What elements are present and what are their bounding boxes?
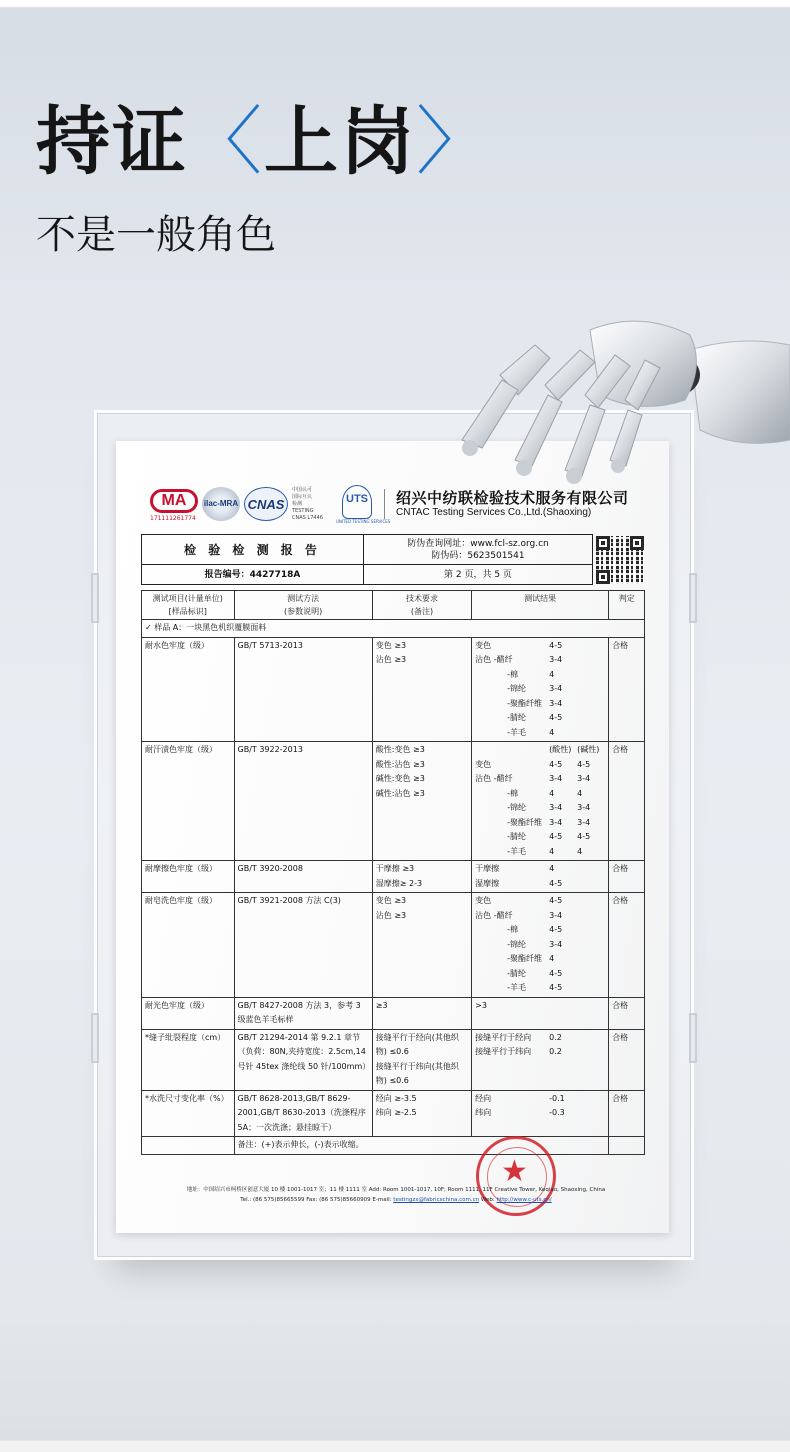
requirement-line: 酸性:变色 ≥3 [375,745,425,754]
footer-contact: Tel.: (86 575)85665599 Fax: (86 575)85660909 E-mail: testingzx@fabricschina.com.cn Web: http://www.c-uts.cn/ [240,1197,552,1203]
uts-logo: UTS [342,485,372,519]
result-value [577,639,605,654]
cell-judge: 合格 [609,1090,645,1137]
headline-bracket-left: 〈 [188,99,264,185]
frame-clip-right-lower [689,1013,697,1063]
result-value: (碱性) [577,745,600,754]
result-value: -腈纶 [507,832,527,841]
cell-result [472,861,609,893]
table-row [142,742,645,861]
result-value [577,1106,605,1121]
result-value: 变色 [475,759,492,769]
cell-method: GB/T 3922-2013 [234,742,372,861]
cell-requirement [372,637,471,742]
sample-row: ✓ 样品 A：一块黑色机织覆膜面料 [142,620,645,638]
result-value: 4-5 [549,713,563,722]
result-line [475,1045,605,1060]
verify-url: 防伪查询网址：www.fcl-sz.org.cn [407,538,549,549]
result-line [475,697,605,712]
result-line [475,923,605,938]
result-value: -聚酯纤维 [507,698,543,708]
result-value: 4 [549,727,555,737]
result-value: 4-5 [549,925,563,934]
result-value: 湿摩擦 [475,878,500,888]
cell-requirement [372,861,471,893]
requirement-line: 接缝平行于纬向(其他织物) ≤0.6 [375,1061,459,1085]
cell-requirement [372,1090,471,1137]
result-line [475,682,605,697]
result-value [577,999,605,1014]
result-value [577,1045,605,1060]
result-value: 变色 [475,896,492,905]
result-line [475,758,605,773]
result-value: 4 [549,846,555,856]
report-number: 报告编号：4427718A [142,565,364,585]
result-line [475,862,605,877]
col-item: 测试项目(计量单位) [样品标识] [142,591,235,620]
result-value [577,981,605,996]
cell-method: GB/T 8427-2008 方法 3，参考 3 级蓝色羊毛标样 [234,997,372,1029]
result-value: 4-5 [549,640,563,650]
result-value: 4-5 [549,983,563,992]
cell-method: GB/T 21294-2014 第 9.2.1 章节（负荷：80N,夹持宽度：2.5cm,14 号针 45tex 涤纶线 50 针/100mm） [234,1029,372,1090]
cell-item: *水洗尺寸变化率（%） [142,1090,235,1137]
result-value: 4 [549,864,555,873]
result-value: 3-4 [549,698,563,708]
result-line [475,653,605,668]
qr-finder-bl [596,570,610,584]
requirement-line: 变色 ≥3 [375,896,407,905]
col-result: 测试结果 [472,591,609,620]
result-value: 4-5 [549,896,563,905]
result-line [475,668,605,683]
result-value: 沾色 -醋纤 [475,774,513,783]
requirement-line: 接缝平行于经向(其他织物) ≤0.6 [375,1032,459,1056]
requirement-line: 沾色 ≥3 [375,655,407,664]
cell-result [472,1090,609,1137]
table-header-row [142,591,645,620]
cell-item: 耐汗渍色牢度（级） [142,742,235,861]
result-value [577,909,605,924]
table-row [142,1090,645,1137]
result-line [475,830,605,845]
cell-requirement [372,742,471,861]
result-line [475,938,605,953]
result-value: -羊毛 [507,846,527,856]
result-value: -羊毛 [507,727,527,737]
headline [36,100,492,184]
table-row [142,637,645,742]
result-value: -聚酯纤维 [507,954,543,963]
uts-caption: UNITED TESTING SERVICES [336,519,391,524]
headline-part2: 上岗 [264,99,416,185]
footer-address: 地址：中国绍兴市柯桥区创意大厦 10 楼 1001-1017 室；11 楼 1111 室 Add: Room 1001-1017, 10F; Room 1111, 11F Creative Tower, Keqiao, Shaoxing, China [186,1187,606,1193]
company-name-cn: 绍兴中纺联检验技术服务有限公司 [396,489,629,507]
result-value: 接缝平行于纬向 [475,1047,532,1056]
table-row [142,893,645,998]
result-value: -羊毛 [507,983,527,992]
col-judge: 判定 [609,591,645,620]
result-line [475,639,605,654]
result-line [475,772,605,787]
result-value [475,743,549,758]
result-value: 沾色 -醋纤 [475,910,513,920]
cnas-caption: 中国认可 国际互认 检测 TESTING CNAS L7446 [292,487,323,521]
result-value: 4-5 [577,759,591,769]
result-value: 4 [549,788,555,798]
cnas-logo: CNAS [244,487,288,521]
result-value: 沾色 -醋纤 [475,655,513,664]
result-value: 接缝平行于经向 [475,1032,532,1042]
result-line [475,1106,605,1121]
result-value [577,894,605,909]
cell-item: 耐水色牢度（级） [142,637,235,742]
result-line [475,1092,605,1107]
result-value [577,697,605,712]
table-row [142,861,645,893]
cell-item: *缝子纰裂程度（cm） [142,1029,235,1090]
result-value: 4 [577,846,583,856]
verify-info [363,535,592,565]
requirement-line: 经向 ≥-3.5 [375,1093,417,1103]
result-value [577,938,605,953]
result-value: 3-4 [577,817,591,827]
result-value [577,1092,605,1107]
result-value [577,952,605,967]
qr-finder-tr [630,536,644,550]
cell-judge: 合格 [609,742,645,861]
requirement-line: 湿摩擦≥ 2-3 [375,878,423,888]
company-name-en: CNTAC Testing Services Co.,Ltd.(Shaoxing) [396,507,592,518]
result-value: 0.2 [549,1032,562,1042]
cell-method: GB/T 3920-2008 [234,861,372,893]
table-row [142,997,645,1029]
result-value: 3-4 [577,774,591,783]
result-value [577,653,605,668]
result-value: 3-4 [549,684,563,693]
robot-hand-icon [440,290,790,500]
cell-judge: 合格 [609,637,645,742]
result-value [577,668,605,683]
cell-method: GB/T 8628-2013,GB/T 8629-2001,GB/T 8630-2013（洗涤程序 5A；一次洗涤；悬挂晾干） [234,1090,372,1137]
remark-row [142,1137,645,1155]
results-table [141,590,645,1155]
report-header-table [141,534,593,585]
result-value: -棉 [507,788,519,798]
col-method: 测试方法 (参数说明) [234,591,372,620]
remark-text: 备注：(+)表示伸长，(-)表示收缩。 [234,1137,609,1155]
result-value: 3-4 [549,655,563,664]
ilac-logo: ilac-MRA [202,487,240,521]
report-title: 检 验 检 测 报 告 [142,535,364,565]
result-value [577,726,605,741]
result-value: 3-4 [549,910,563,920]
verify-code: 防伪码：5623501541 [431,550,525,561]
result-value: 4-5 [549,878,563,888]
cell-result [472,742,609,861]
qr-code [596,536,644,584]
result-value [577,967,605,982]
result-value: -锦纶 [507,803,527,812]
result-value: -棉 [507,925,519,934]
result-value: 3-4 [577,803,591,812]
result-value: -0.3 [549,1108,565,1117]
result-line [475,743,605,758]
result-value: -腈纶 [507,713,527,722]
cell-judge: 合格 [609,1029,645,1090]
result-value [577,1031,605,1046]
result-value: 0.2 [549,1047,562,1056]
requirement-line: 变色 ≥3 [375,640,407,650]
result-value: 4 [577,788,583,798]
cell-result [472,637,609,742]
result-value [577,682,605,697]
result-value: 干摩擦 [475,864,500,873]
result-value: 纬向 [475,1108,492,1117]
frame-clip-left [91,573,99,623]
result-line [475,801,605,816]
ma-number: 171111261774 [150,515,196,522]
ma-logo: MA [150,489,198,513]
requirement-line: 碱性:变色 ≥3 [375,774,425,783]
cell-judge: 合格 [609,997,645,1029]
requirement-line: 酸性:沾色 ≥3 [375,759,425,769]
result-line [475,981,605,996]
result-line [475,711,605,726]
logo-divider [384,489,385,519]
result-value: -锦纶 [507,939,527,949]
result-value: 变色 [475,640,492,650]
cell-requirement [372,1029,471,1090]
result-value: 3-4 [549,774,563,783]
result-line [475,787,605,802]
headline-part1: 持证 [36,99,188,185]
result-value: -聚酯纤维 [507,817,543,827]
result-line [475,894,605,909]
result-value: 经向 [475,1093,492,1103]
cell-result [472,997,609,1029]
result-value: 4-5 [549,759,563,769]
result-line [475,877,605,892]
result-line [475,952,605,967]
result-line [475,1031,605,1046]
cell-item: 耐摩擦色牢度（级） [142,861,235,893]
qr-finder-tl [596,536,610,550]
result-value: 4 [549,954,555,963]
result-line [475,909,605,924]
result-value: 4 [549,669,555,679]
cell-judge: 合格 [609,861,645,893]
cell-method: GB/T 3921-2008 方法 C(3) [234,893,372,998]
result-line [475,999,605,1014]
result-value: >3 [475,1000,487,1010]
result-value [577,862,605,877]
result-value: -棉 [507,669,519,679]
cell-judge: 合格 [609,893,645,998]
requirement-line: 纬向 ≥-2.5 [375,1108,417,1117]
headline-bracket-right: 〉 [416,99,492,185]
cell-method: GB/T 5713-2013 [234,637,372,742]
test-report-document [116,441,669,1233]
result-value: 4-5 [549,968,563,978]
result-value [549,999,577,1014]
result-value [577,877,605,892]
frame-clip-right [689,573,697,623]
table-row [142,1029,645,1090]
subline: 不是一般角色 [36,212,276,258]
result-value: 4-5 [577,832,591,841]
result-value: -0.1 [549,1093,565,1103]
footer-web-link[interactable]: http://www.c-uts.cn/ [496,1197,552,1203]
col-requirement: 技术要求 (备注) [372,591,471,620]
result-value: (酸性) [549,745,572,754]
frame-clip-left-lower [91,1013,99,1063]
result-line [475,967,605,982]
requirement-line: 沾色 ≥3 [375,910,407,920]
footer-email-link[interactable]: testingzx@fabricschina.com.cn [393,1197,480,1203]
requirement-line: 碱性:沾色 ≥3 [375,788,425,798]
cell-requirement [372,893,471,998]
document-footer [136,1185,656,1205]
cell-requirement [372,997,471,1029]
requirement-line: ≥3 [375,1000,388,1010]
seal-star-icon: ★ [501,1154,528,1189]
result-value: 4-5 [549,832,563,841]
result-value: 3-4 [549,817,563,827]
cell-result [472,1029,609,1090]
result-value [577,711,605,726]
result-line [475,845,605,860]
result-value: -锦纶 [507,684,527,693]
result-value: 3-4 [549,939,563,949]
result-value: 3-4 [549,803,563,812]
requirement-line: 干摩擦 ≥3 [375,864,415,873]
result-value [577,923,605,938]
result-line [475,816,605,831]
page-info: 第 2 页，共 5 页 [363,565,592,585]
cell-result [472,893,609,998]
result-value: -腈纶 [507,968,527,978]
result-line [475,726,605,741]
cell-item: 耐皂洗色牢度（级） [142,893,235,998]
cell-item: 耐光色牢度（级） [142,997,235,1029]
